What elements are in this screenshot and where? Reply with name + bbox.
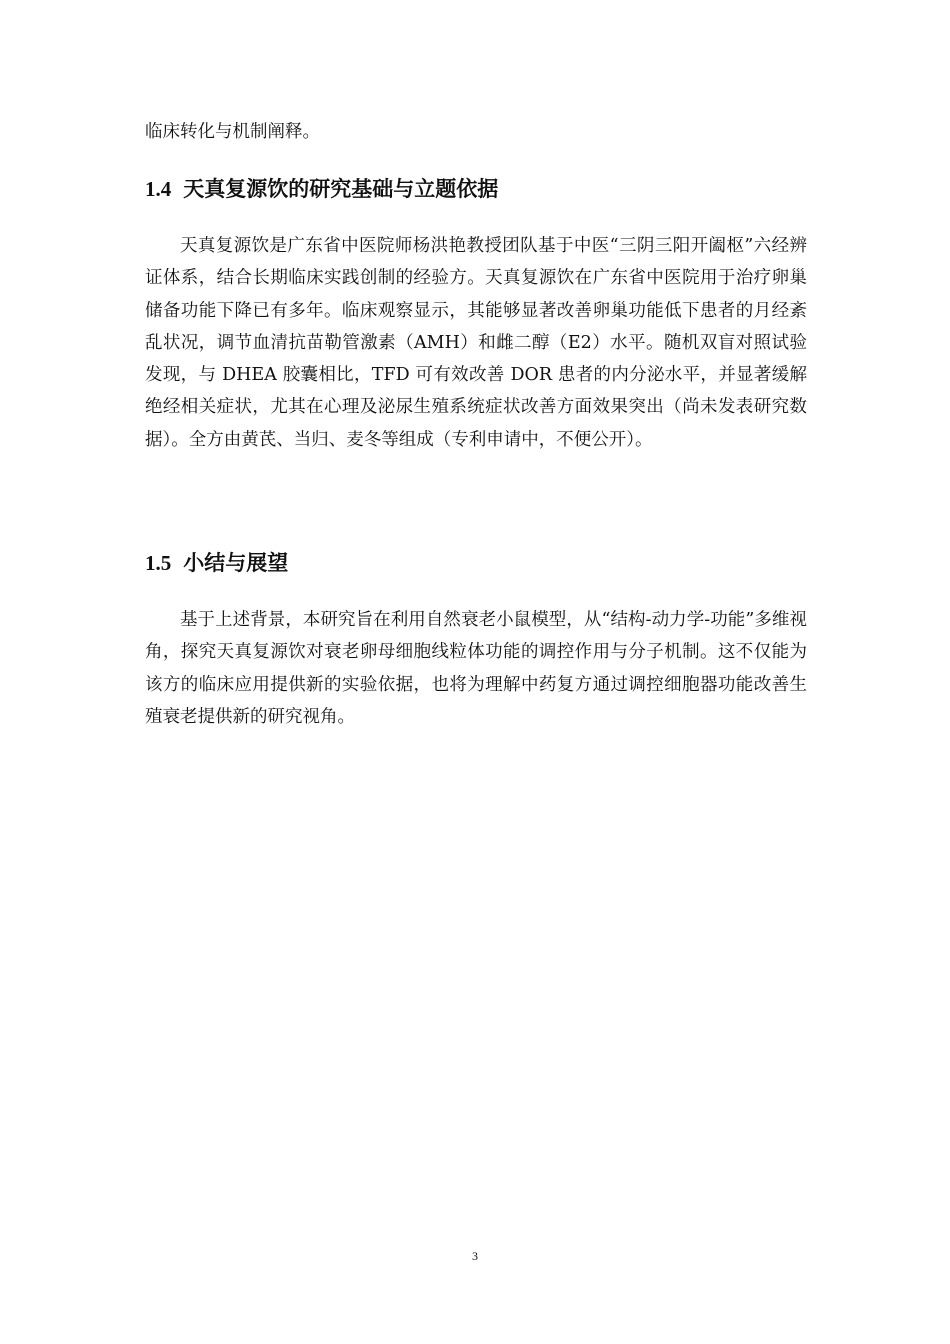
section-heading-1-5 <box>145 548 288 578</box>
section-1-4-paragraph: 天真复源饮是广东省中医院师杨洪艳教授团队基于中医“三阴三阳开阖枢”六经辨证体系，结合长期临床实践创制的经验方。天真复源饮在广东省中医院用于治疗卵巢储备功能下降已有多年。临床观察显示，其能够显著改善卵巢功能低下患者的月经紊乱状况，调节血清抗苗勒管激素（AMH）和雌二醇（E2）水平。随机双盲对照试验发现，与 DHEA 胶囊相比，TFD 可有效改善 DOR 患者的内分泌水平，并显著缓解绝经相关症状，尤其在心理及泌尿生殖系统症状改善方面效果突出（尚未发表研究数据）。全方由黄芪、当归、麦冬等组成（专利申请中，不便公开）。 <box>145 236 807 450</box>
page-number: 3 <box>472 1249 478 1263</box>
section-number: 1.5 <box>145 551 172 575</box>
section-1-5-paragraph: 基于上述背景，本研究旨在利用自然衰老小鼠模型，从“结构-动力学-功能”多维视角，探究天真复源饮对衰老卵母细胞线粒体功能的调控作用与分子机制。这不仅能为该方的临床应用提供新的实验依据，也将为理解中药复方通过调控细胞器功能改善生殖衰老提供新的研究视角。 <box>145 610 807 727</box>
section-title: 天真复源饮的研究基础与立题依据 <box>183 177 499 201</box>
section-title: 小结与展望 <box>183 551 289 575</box>
intro-continuation-text: 临床转化与机制阐释。 <box>145 122 320 142</box>
section-number: 1.4 <box>145 177 172 201</box>
section-heading-1-4 <box>145 174 498 204</box>
